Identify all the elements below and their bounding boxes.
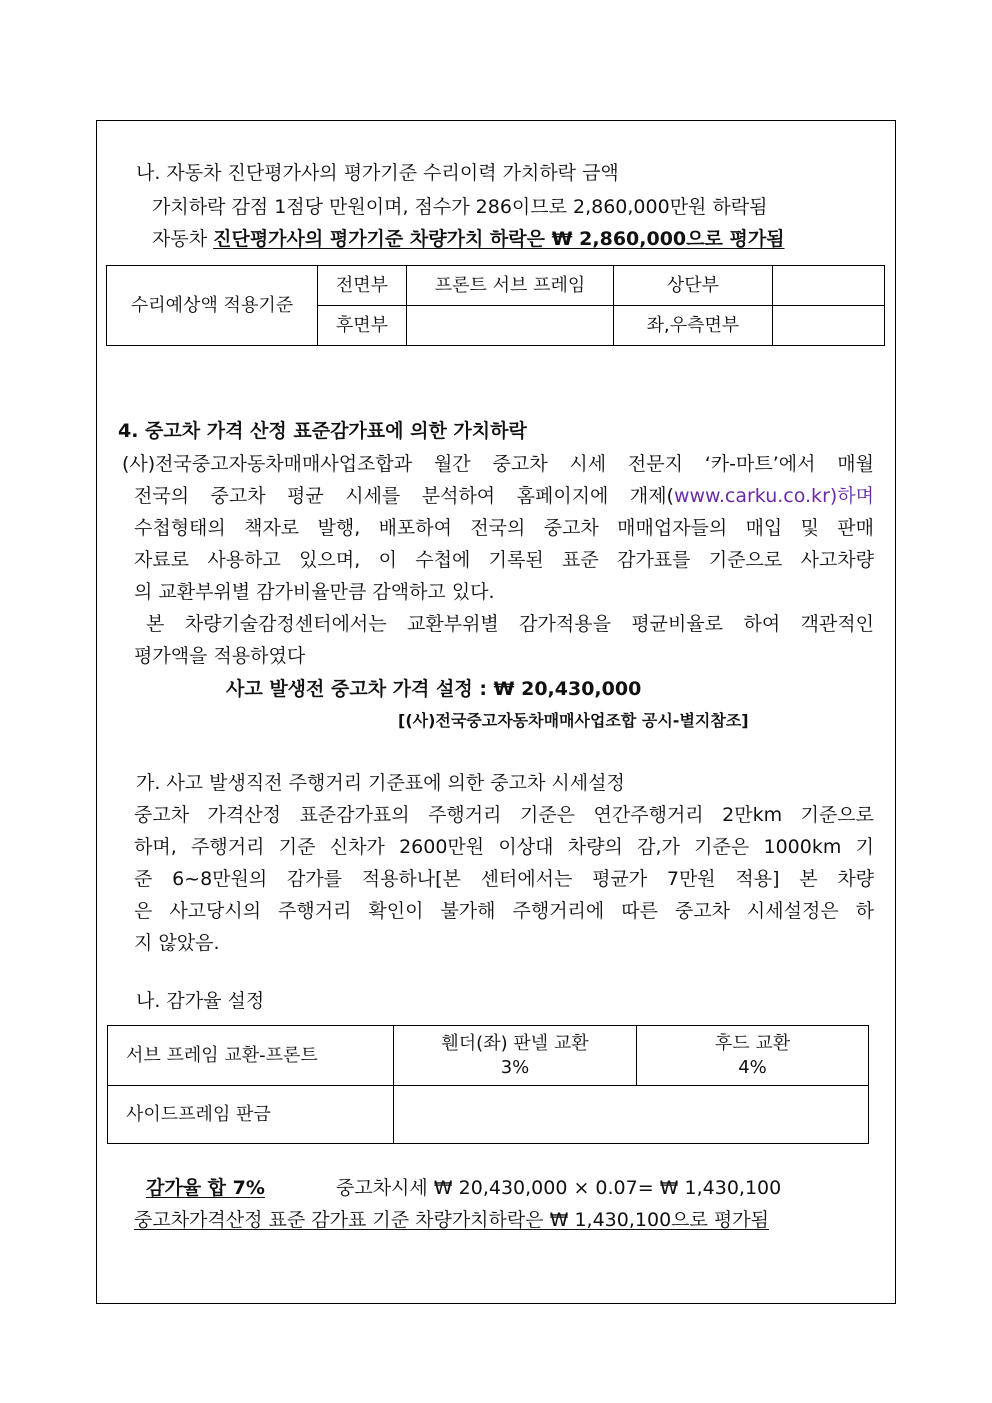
repair-table-cell: 전면부: [318, 266, 407, 306]
section-na-line1: 가치하락 감점 1점당 만원이며, 점수가 286이므로 2,860,000만원 하락됨: [152, 196, 768, 218]
reference-note: [(사)전국중고자동차매매사업조합 공시-별지참조]: [398, 711, 749, 730]
appraiser-conclusion: 진단평가사의 평가기준 차량가치 하락은 ₩ 2,860,000으로 평가됨: [213, 228, 785, 250]
section-ga-line: 지 않았음.: [134, 932, 220, 954]
repair-table-cell: 좌,우측면부: [614, 306, 773, 346]
total-rate: 감가율 합 7%: [146, 1177, 265, 1199]
depreciation-table: [107, 1025, 869, 1144]
section4-para1-line: 자료로 사용하고 있으며, 이 수첩에 기록된 표준 감가표를 기준으로 사고차량: [134, 549, 874, 571]
section4-para1-line: 수첩형태의 책자로 발행, 배포하여 전국의 중고차 매매업자들의 매입 및 판매: [134, 517, 874, 539]
repair-cost-table: [106, 265, 885, 346]
section4-para1-line: (사)전국중고자동차매매사업조합과 월간 중고차 시세 전문지 ‘카-마트’에서 매월: [122, 453, 874, 475]
depreciation-item-name: 후드 교환: [714, 1032, 791, 1054]
depreciation-cell: [394, 1086, 869, 1144]
section-ga-heading: 가. 사고 발생직전 주행거리 기준표에 의한 중고차 시세설정: [136, 772, 625, 794]
section4-para1-line: 의 교환부위별 감가비율만큼 감액하고 있다.: [134, 581, 495, 603]
repair-table-row-header: 수리예상액 적용기준: [107, 266, 318, 346]
repair-table-cell: 후면부: [318, 306, 407, 346]
para1-text: 전국의 중고차 평균 시세를 분석하여 홈페이지에 개제(: [134, 485, 674, 507]
section-ga-line: 은 사고당시의 주행거리 확인이 불가해 주행거리에 따른 중고차 시세설정은 하: [134, 900, 874, 922]
final-conclusion: 중고차가격산정 표준 감가표 기준 차량가치하락은 ₩ 1,430,100으로 평가됨: [134, 1209, 769, 1231]
depreciation-calculation: 중고차시세 ₩ 20,430,000 × 0.07= ₩ 1,430,100: [336, 1177, 782, 1199]
depreciation-cell: [394, 1026, 637, 1086]
section-ga-line: 중고차 가격산정 표준감가표의 주행거리 기준은 연간주행거리 2만km 기준으로: [134, 804, 874, 826]
repair-table-cell: [407, 306, 614, 346]
depreciation-label: 사이드프레임 판금: [108, 1086, 394, 1144]
section4-para1-line: [134, 483, 874, 509]
depreciation-item-rate: 4%: [738, 1056, 767, 1078]
section-ga-line: 준 6~8만원의 감가를 적용하나[본 센터에서는 평균가 7만원 적용] 본 차량: [134, 868, 874, 890]
repair-table-cell: 프론트 서브 프레임: [407, 266, 614, 306]
depreciation-item-rate: 3%: [500, 1056, 530, 1078]
repair-table-cell: [773, 306, 885, 346]
repair-table-cell: 상단부: [614, 266, 773, 306]
section4-para2-line: 본 차량기술감정센터에서는 교환부위별 감가적용을 평균비율로 하여 객관적인: [146, 613, 874, 635]
repair-table-cell: [773, 266, 885, 306]
pre-accident-price: 사고 발생전 중고차 가격 설정 : ₩ 20,430,000: [226, 678, 642, 700]
line2-prefix: 자동차: [152, 228, 214, 250]
depreciation-label: 서브 프레임 교환-프론트: [108, 1026, 394, 1086]
section-na-heading: 나. 자동차 진단평가사의 평가기준 수리이력 가치하락 금액: [136, 162, 619, 184]
depreciation-cell: [637, 1026, 869, 1086]
section-na2-heading: 나. 감가율 설정: [136, 990, 265, 1012]
section4-para2-line: 평가액을 적용하였다: [134, 645, 306, 667]
depreciation-item-name: 휀더(좌) 판넬 교환: [441, 1032, 589, 1054]
section-ga-line: 하며, 주행거리 기준 신차가 2600만원 이상대 차량의 감,가 기준은 1000km 기: [134, 836, 874, 858]
section4-heading: 4. 중고차 가격 산정 표준감가표에 의한 가치하락: [118, 420, 527, 442]
section-na-line2: [152, 226, 785, 252]
carku-link[interactable]: www.carku.co.kr)하며: [673, 485, 874, 507]
